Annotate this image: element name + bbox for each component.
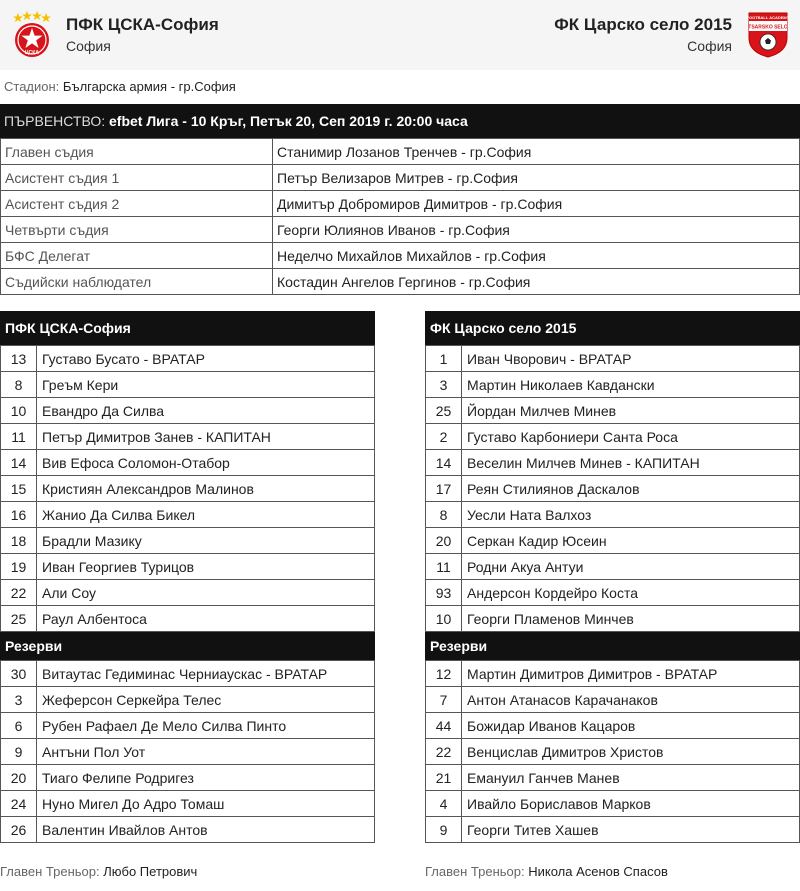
table-row — [1, 450, 375, 476]
table-row — [426, 476, 800, 502]
away-lineup-title[interactable]: ФК Царско село 2015 — [425, 311, 800, 345]
table-row — [426, 661, 800, 687]
player-name[interactable]: Нуно Мигел До Адро Томаш — [37, 791, 375, 817]
home-reserves-table — [0, 660, 375, 843]
player-name[interactable]: Вив Ефоса Соломон-Отабор — [37, 450, 375, 476]
stadium-label: Стадион: — [4, 79, 60, 94]
shirt-number: 14 — [1, 450, 37, 476]
player-name[interactable]: Кристиян Александров Малинов — [37, 476, 375, 502]
svg-text:TSARSKO SELO: TSARSKO SELO — [748, 24, 788, 31]
shirt-number: 20 — [426, 528, 462, 554]
player-name[interactable]: Емануил Ганчев Манев — [462, 765, 800, 791]
shirt-number: 7 — [426, 687, 462, 713]
table-row — [426, 817, 800, 843]
shirt-number: 3 — [426, 372, 462, 398]
table-row — [1, 528, 375, 554]
player-name[interactable]: Густаво Бусато - ВРАТАР — [37, 346, 375, 372]
cska-crest-icon — [10, 10, 54, 58]
official-name: Станимир Лозанов Тренчев - гр.София — [273, 139, 800, 165]
shirt-number: 13 — [1, 346, 37, 372]
away-starters-table — [425, 345, 800, 632]
player-name[interactable]: Брадли Мазику — [37, 528, 375, 554]
away-coach — [425, 864, 668, 879]
home-lineup — [0, 311, 375, 843]
shirt-number: 15 — [1, 476, 37, 502]
shirt-number: 3 — [1, 687, 37, 713]
player-name[interactable]: Валентин Ивайлов Антов — [37, 817, 375, 843]
shirt-number: 22 — [1, 580, 37, 606]
official-role: Асистент съдия 1 — [1, 165, 273, 191]
player-name[interactable]: Тиаго Фелипе Родригез — [37, 765, 375, 791]
table-row — [426, 528, 800, 554]
player-name[interactable]: Георги Титев Хашев — [462, 817, 800, 843]
shirt-number: 10 — [1, 398, 37, 424]
shirt-number: 22 — [426, 739, 462, 765]
shirt-number: 14 — [426, 450, 462, 476]
shirt-number: 19 — [1, 554, 37, 580]
home-starters-table — [0, 345, 375, 632]
table-row — [1, 687, 375, 713]
table-row — [1, 372, 375, 398]
table-row — [426, 580, 800, 606]
table-row — [1, 424, 375, 450]
official-name: Костадин Ангелов Гергинов - гр.София — [273, 269, 800, 295]
table-row — [1, 217, 800, 243]
player-name[interactable]: Венцислав Димитров Христов — [462, 739, 800, 765]
player-name[interactable]: Веселин Милчев Минев - КАПИТАН — [462, 450, 800, 476]
table-row — [426, 450, 800, 476]
player-name[interactable]: Божидар Иванов Кацаров — [462, 713, 800, 739]
shirt-number: 25 — [1, 606, 37, 632]
shirt-number: 26 — [1, 817, 37, 843]
shirt-number: 4 — [426, 791, 462, 817]
shirt-number: 10 — [426, 606, 462, 632]
coach-name[interactable]: Никола Асенов Спасов — [528, 864, 668, 879]
table-row — [1, 580, 375, 606]
stadium-info — [4, 79, 236, 94]
player-name[interactable]: Реян Стилиянов Даскалов — [462, 476, 800, 502]
table-row — [426, 739, 800, 765]
home-lineup-title[interactable]: ПФК ЦСКА-София — [0, 311, 375, 345]
table-row — [1, 165, 800, 191]
shirt-number: 12 — [426, 661, 462, 687]
home-coach — [0, 864, 197, 879]
away-reserves-table — [425, 660, 800, 843]
official-name: Димитър Добромиров Димитров - гр.София — [273, 191, 800, 217]
shirt-number: 18 — [1, 528, 37, 554]
player-name[interactable]: Жанио Да Силва Бикел — [37, 502, 375, 528]
player-name[interactable]: Али Соу — [37, 580, 375, 606]
table-row — [426, 502, 800, 528]
official-role: Съдийски наблюдател — [1, 269, 273, 295]
player-name[interactable]: Раул Албентоса — [37, 606, 375, 632]
away-reserves-title: Резерви — [425, 632, 800, 660]
table-row — [426, 424, 800, 450]
table-row — [426, 346, 800, 372]
player-name[interactable]: Мартин Димитров Димитров - ВРАТАР — [462, 661, 800, 687]
away-lineup — [425, 311, 800, 843]
table-row — [1, 243, 800, 269]
shirt-number: 2 — [426, 424, 462, 450]
official-name: Георги Юлиянов Иванов - гр.София — [273, 217, 800, 243]
shirt-number: 21 — [426, 765, 462, 791]
officials-table — [0, 138, 800, 295]
shirt-number: 8 — [426, 502, 462, 528]
shirt-number: 44 — [426, 713, 462, 739]
table-row — [1, 661, 375, 687]
table-row — [426, 606, 800, 632]
player-name[interactable]: Иван Георгиев Турицов — [37, 554, 375, 580]
shirt-number: 30 — [1, 661, 37, 687]
home-team-city: София — [66, 38, 111, 54]
table-row — [1, 713, 375, 739]
shirt-number: 11 — [1, 424, 37, 450]
table-row — [1, 502, 375, 528]
championship-value[interactable]: efbet Лига - 10 Кръг, Петък 20, Сеп 2019 г. 20:00 часа — [109, 113, 468, 129]
shirt-number: 1 — [426, 346, 462, 372]
player-name[interactable]: Георги Пламенов Минчев — [462, 606, 800, 632]
table-row — [426, 791, 800, 817]
player-name[interactable]: Петър Димитров Занев - КАПИТАН — [37, 424, 375, 450]
stadium-value: Българска армия - гр.София — [62, 79, 236, 94]
home-team-name[interactable]: ПФК ЦСКА-София — [66, 15, 219, 34]
official-role: Асистент съдия 2 — [1, 191, 273, 217]
player-name[interactable]: Густаво Карбониери Санта Роса — [462, 424, 800, 450]
shirt-number: 25 — [426, 398, 462, 424]
shirt-number: 8 — [1, 372, 37, 398]
table-row — [1, 765, 375, 791]
table-row — [426, 713, 800, 739]
player-name[interactable]: Андерсон Кордейро Коста — [462, 580, 800, 606]
championship-label: ПЪРВЕНСТВО: — [4, 113, 106, 129]
svg-text:FOOTBALL ACADEMY: FOOTBALL ACADEMY — [746, 15, 790, 20]
player-name[interactable]: Рубен Рафаел Де Мело Силва Пинто — [37, 713, 375, 739]
shirt-number: 93 — [426, 580, 462, 606]
player-name[interactable]: Витаутас Гедиминас Черниаускас - ВРАТАР — [37, 661, 375, 687]
shirt-number: 24 — [1, 791, 37, 817]
official-role: БФС Делегат — [1, 243, 273, 269]
table-row — [1, 476, 375, 502]
table-row — [1, 554, 375, 580]
shirt-number: 6 — [1, 713, 37, 739]
player-name[interactable]: Йордан Милчев Минев — [462, 398, 800, 424]
official-role: Главен съдия — [1, 139, 273, 165]
away-team-name[interactable]: ФК Царско село 2015 — [554, 15, 732, 34]
table-row — [426, 765, 800, 791]
table-row — [426, 372, 800, 398]
table-row — [1, 398, 375, 424]
official-role: Четвърти съдия — [1, 217, 273, 243]
home-reserves-title: Резерви — [0, 632, 375, 660]
official-name: Неделчо Михайлов Михайлов - гр.София — [273, 243, 800, 269]
player-name[interactable]: Антон Атанасов Карачанаков — [462, 687, 800, 713]
away-team-city: София — [687, 38, 732, 54]
table-row — [1, 346, 375, 372]
shirt-number: 9 — [426, 817, 462, 843]
match-header — [0, 0, 800, 70]
player-name[interactable]: Уесли Ната Валхоз — [462, 502, 800, 528]
table-row — [426, 398, 800, 424]
player-name[interactable]: Жеферсон Серкейра Телес — [37, 687, 375, 713]
table-row — [1, 269, 800, 295]
player-name[interactable]: Серкан Кадир Юсеин — [462, 528, 800, 554]
player-name[interactable]: Евандро Да Силва — [37, 398, 375, 424]
shirt-number: 17 — [426, 476, 462, 502]
table-row — [1, 791, 375, 817]
svg-text:ЦСКА: ЦСКА — [25, 50, 39, 56]
table-row — [1, 739, 375, 765]
coach-label: Главен Треньор: — [425, 864, 525, 879]
table-row — [1, 139, 800, 165]
shirt-number: 20 — [1, 765, 37, 791]
coach-label: Главен Треньор: — [0, 864, 100, 879]
shirt-number: 9 — [1, 739, 37, 765]
table-row — [1, 606, 375, 632]
player-name[interactable]: Ивайло Бориславов Марков — [462, 791, 800, 817]
player-name[interactable]: Антъни Пол Уот — [37, 739, 375, 765]
player-name[interactable]: Иван Чворович - ВРАТАР — [462, 346, 800, 372]
official-name: Петър Велизаров Митрев - гр.София — [273, 165, 800, 191]
tsarsko-selo-crest-icon — [746, 10, 790, 58]
table-row — [426, 687, 800, 713]
table-row — [1, 191, 800, 217]
championship-bar — [0, 104, 800, 138]
shirt-number: 16 — [1, 502, 37, 528]
shirt-number: 11 — [426, 554, 462, 580]
table-row — [1, 817, 375, 843]
player-name[interactable]: Родни Акуа Антуи — [462, 554, 800, 580]
table-row — [426, 554, 800, 580]
player-name[interactable]: Греъм Кери — [37, 372, 375, 398]
player-name[interactable]: Мартин Николаев Кавдански — [462, 372, 800, 398]
coach-name[interactable]: Любо Петрович — [103, 864, 198, 879]
